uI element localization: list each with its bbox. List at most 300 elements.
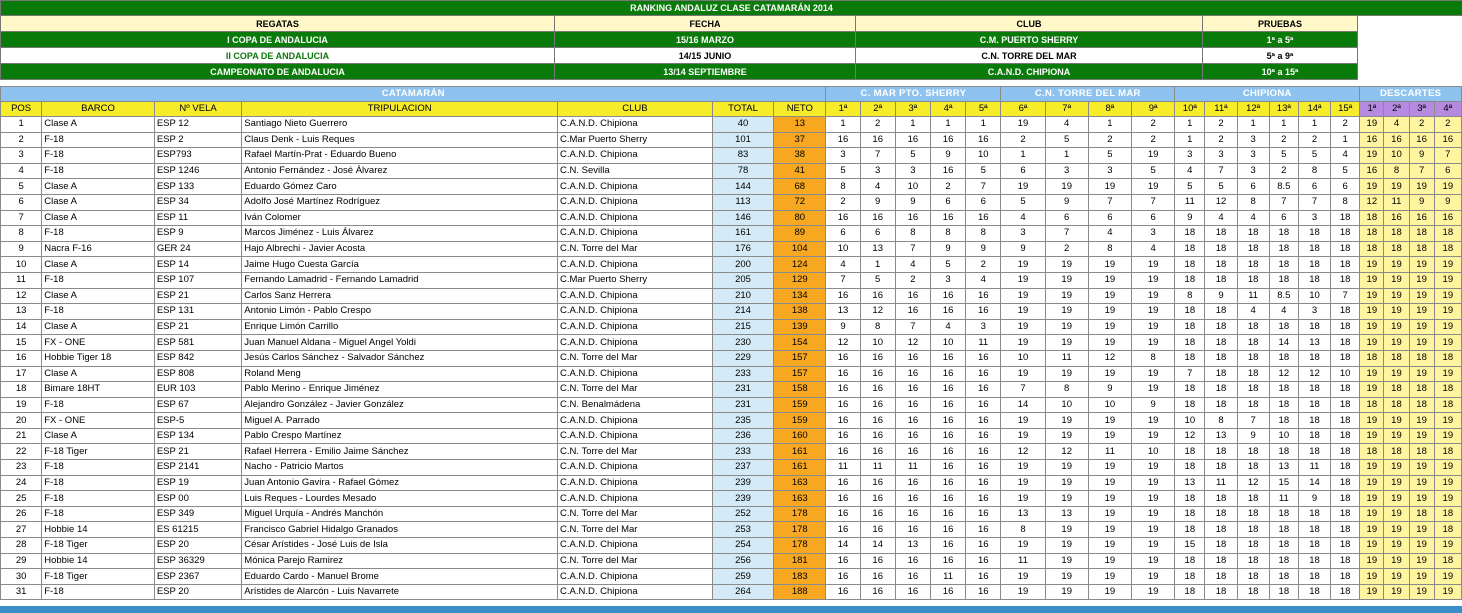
race-cell: 8	[1298, 163, 1330, 179]
total-cell: 254	[712, 538, 773, 554]
pos-cell: 7	[1, 210, 42, 226]
race-cell: 1	[895, 117, 930, 133]
col-race: 8ª	[1088, 102, 1131, 117]
race-cell: 16	[895, 366, 930, 382]
band-catamaran: CATAMARÁN	[1, 87, 826, 102]
event-row	[1, 32, 1462, 48]
barco-cell: F-18	[42, 304, 155, 320]
race-cell: 19	[1001, 272, 1045, 288]
race-cell: 9	[1298, 491, 1330, 507]
race-cell: 16	[930, 444, 965, 460]
neto-cell: 41	[774, 163, 826, 179]
barco-cell: F-18	[42, 272, 155, 288]
race-cell: 18	[1175, 553, 1205, 569]
col-race: 10ª	[1175, 102, 1205, 117]
race-cell: 18	[1237, 397, 1269, 413]
race-cell: 18	[1298, 257, 1330, 273]
club-cell: C.A.N.D. Chipiona	[558, 460, 713, 476]
race-cell: 18	[1175, 522, 1205, 538]
race-cell: 13	[895, 538, 930, 554]
descarte-cell: 19	[1360, 335, 1384, 351]
race-cell: 18	[1298, 444, 1330, 460]
race-cell: 5	[966, 163, 1001, 179]
race-cell: 8	[826, 179, 860, 195]
vela-cell: GER 24	[154, 241, 241, 257]
race-cell: 18	[1331, 382, 1360, 398]
race-cell: 18	[1205, 553, 1237, 569]
tripulacion-cell: Eduardo Gómez Caro	[242, 179, 558, 195]
neto-cell: 181	[774, 553, 826, 569]
race-cell: 16	[966, 569, 1001, 585]
descarte-cell: 19	[1409, 460, 1434, 476]
descarte-cell: 18	[1360, 350, 1384, 366]
descarte-cell: 19	[1384, 257, 1409, 273]
race-cell: 2	[1205, 117, 1237, 133]
club-cell: C.N. Torre del Mar	[558, 506, 713, 522]
race-cell: 11	[1237, 288, 1269, 304]
total-cell: 214	[712, 304, 773, 320]
descarte-cell: 19	[1384, 538, 1409, 554]
table-row	[1, 413, 1462, 429]
neto-cell: 178	[774, 522, 826, 538]
race-cell: 5	[1269, 148, 1298, 164]
event-fecha: 15/16 MARZO	[555, 32, 856, 48]
race-cell: 16	[860, 569, 895, 585]
club-cell: C.N. Benalmádena	[558, 397, 713, 413]
col-race: 11ª	[1205, 102, 1237, 117]
total-cell: 101	[712, 132, 773, 148]
race-cell: 8	[895, 226, 930, 242]
race-cell: 19	[1045, 288, 1088, 304]
descarte-cell: 19	[1360, 117, 1384, 133]
vela-cell: ESP793	[154, 148, 241, 164]
total-cell: 229	[712, 350, 773, 366]
race-cell: 18	[1205, 397, 1237, 413]
race-cell: 4	[860, 179, 895, 195]
race-cell: 4	[895, 257, 930, 273]
club-cell: C.N. Sevilla	[558, 163, 713, 179]
race-cell: 16	[966, 428, 1001, 444]
descarte-cell: 8	[1384, 163, 1409, 179]
bottom-scroll-bar[interactable]	[0, 606, 1462, 613]
race-cell: 10	[1132, 444, 1175, 460]
descarte-cell: 19	[1434, 584, 1461, 600]
race-cell: 11	[826, 460, 860, 476]
neto-cell: 80	[774, 210, 826, 226]
neto-cell: 124	[774, 257, 826, 273]
race-cell: 18	[1269, 257, 1298, 273]
race-cell: 18	[1269, 506, 1298, 522]
race-cell: 3	[1205, 148, 1237, 164]
descarte-cell: 19	[1384, 475, 1409, 491]
race-cell: 6	[860, 226, 895, 242]
event-club: C.N. TORRE DEL MAR	[856, 48, 1203, 64]
table-row	[1, 272, 1462, 288]
race-cell: 18	[1175, 257, 1205, 273]
race-cell: 16	[860, 444, 895, 460]
race-cell: 4	[1045, 117, 1088, 133]
race-cell: 19	[1045, 475, 1088, 491]
race-cell: 5	[1331, 163, 1360, 179]
race-cell: 8	[1237, 194, 1269, 210]
race-cell: 16	[860, 288, 895, 304]
descarte-cell: 16	[1360, 163, 1384, 179]
table-row	[1, 304, 1462, 320]
barco-cell: Nacra F-16	[42, 241, 155, 257]
club-cell: C.A.N.D. Chipiona	[558, 491, 713, 507]
descarte-cell: 19	[1384, 319, 1409, 335]
pos-cell: 16	[1, 350, 42, 366]
race-cell: 11	[860, 460, 895, 476]
race-cell: 13	[1205, 428, 1237, 444]
descarte-cell: 19	[1360, 366, 1384, 382]
race-cell: 11	[1205, 475, 1237, 491]
club-cell: C.A.N.D. Chipiona	[558, 366, 713, 382]
race-cell: 10	[1298, 288, 1330, 304]
race-cell: 18	[1331, 584, 1360, 600]
race-cell: 18	[1205, 584, 1237, 600]
section-band-row	[1, 87, 1462, 102]
race-cell: 19	[1001, 428, 1045, 444]
race-cell: 4	[1132, 241, 1175, 257]
race-cell: 16	[826, 413, 860, 429]
table-row	[1, 241, 1462, 257]
race-cell: 19	[1088, 257, 1131, 273]
race-cell: 6	[966, 194, 1001, 210]
descarte-cell: 16	[1409, 210, 1434, 226]
club-header: CLUB	[856, 16, 1203, 32]
race-cell: 16	[966, 350, 1001, 366]
race-cell: 7	[1045, 226, 1088, 242]
total-cell: 230	[712, 335, 773, 351]
race-cell: 19	[1132, 506, 1175, 522]
vela-cell: ESP 131	[154, 304, 241, 320]
descarte-cell: 19	[1384, 335, 1409, 351]
descarte-cell: 18	[1409, 226, 1434, 242]
race-cell: 18	[1205, 491, 1237, 507]
barco-cell: FX - ONE	[42, 335, 155, 351]
race-cell: 15	[1269, 475, 1298, 491]
race-cell: 13	[826, 304, 860, 320]
race-cell: 16	[826, 210, 860, 226]
club-cell: C.A.N.D. Chipiona	[558, 569, 713, 585]
tripulacion-cell: Carlos Sanz Herrera	[242, 288, 558, 304]
descarte-cell: 16	[1384, 132, 1409, 148]
descarte-cell: 9	[1434, 194, 1461, 210]
tripulacion-cell: Adolfo José Martínez Rodríguez	[242, 194, 558, 210]
club-cell: C.N. Torre del Mar	[558, 522, 713, 538]
neto-cell: 158	[774, 382, 826, 398]
total-cell: 78	[712, 163, 773, 179]
descarte-cell: 19	[1360, 413, 1384, 429]
total-cell: 235	[712, 413, 773, 429]
pos-cell: 6	[1, 194, 42, 210]
descarte-cell: 18	[1384, 226, 1409, 242]
race-cell: 6	[1088, 210, 1131, 226]
race-cell: 3	[1237, 163, 1269, 179]
race-cell: 19	[1045, 413, 1088, 429]
race-cell: 16	[826, 288, 860, 304]
race-cell: 1	[1088, 117, 1131, 133]
race-cell: 18	[1298, 413, 1330, 429]
blank-cell	[1358, 32, 1462, 48]
club-cell: C.A.N.D. Chipiona	[558, 335, 713, 351]
descarte-cell: 19	[1360, 148, 1384, 164]
neto-cell: 183	[774, 569, 826, 585]
descarte-cell: 19	[1434, 288, 1461, 304]
race-cell: 16	[930, 413, 965, 429]
race-cell: 16	[860, 475, 895, 491]
event-pruebas: 10ª a 15ª	[1203, 64, 1358, 80]
race-cell: 13	[1298, 335, 1330, 351]
race-cell: 1	[1175, 117, 1205, 133]
race-cell: 16	[860, 491, 895, 507]
barco-cell: Clase A	[42, 117, 155, 133]
descarte-cell: 19	[1409, 288, 1434, 304]
race-cell: 9	[966, 241, 1001, 257]
race-cell: 16	[930, 163, 965, 179]
race-cell: 3	[895, 163, 930, 179]
race-cell: 10	[1045, 397, 1088, 413]
race-cell: 5	[1175, 179, 1205, 195]
race-cell: 16	[966, 397, 1001, 413]
race-cell: 19	[1088, 288, 1131, 304]
barco-cell: F-18	[42, 475, 155, 491]
neto-cell: 38	[774, 148, 826, 164]
race-cell: 18	[1175, 272, 1205, 288]
descarte-cell: 18	[1434, 522, 1461, 538]
race-cell: 19	[1088, 506, 1131, 522]
race-cell: 16	[895, 132, 930, 148]
race-cell: 19	[1132, 304, 1175, 320]
descarte-cell: 19	[1434, 272, 1461, 288]
descarte-cell: 18	[1434, 226, 1461, 242]
descarte-cell: 18	[1384, 382, 1409, 398]
pos-cell: 17	[1, 366, 42, 382]
table-row	[1, 194, 1462, 210]
tripulacion-cell: Alejandro González - Javier González	[242, 397, 558, 413]
table-row	[1, 506, 1462, 522]
race-cell: 11	[930, 569, 965, 585]
race-cell: 19	[1088, 584, 1131, 600]
event-club: C.A.N.D. CHIPIONA	[856, 64, 1203, 80]
race-cell: 16	[930, 366, 965, 382]
race-cell: 18	[1298, 553, 1330, 569]
total-cell: 264	[712, 584, 773, 600]
descarte-cell: 9	[1409, 148, 1434, 164]
race-cell: 19	[1045, 304, 1088, 320]
race-cell: 16	[966, 444, 1001, 460]
race-cell: 16	[826, 506, 860, 522]
col-race: 9ª	[1132, 102, 1175, 117]
race-cell: 18	[1331, 335, 1360, 351]
race-cell: 16	[860, 413, 895, 429]
descarte-cell: 19	[1384, 569, 1409, 585]
race-cell: 19	[1088, 304, 1131, 320]
event-regata: CAMPEONATO DE ANDALUCIA	[1, 64, 555, 80]
race-cell: 2	[1132, 117, 1175, 133]
club-cell: C.N. Torre del Mar	[558, 382, 713, 398]
neto-cell: 161	[774, 444, 826, 460]
vela-cell: ESP 21	[154, 288, 241, 304]
race-cell: 18	[1331, 538, 1360, 554]
total-cell: 239	[712, 475, 773, 491]
descarte-cell: 18	[1434, 241, 1461, 257]
race-cell: 18	[1298, 241, 1330, 257]
race-cell: 18	[1298, 538, 1330, 554]
race-cell: 18	[1269, 272, 1298, 288]
race-cell: 10	[1175, 413, 1205, 429]
table-row	[1, 569, 1462, 585]
descarte-cell: 19	[1360, 538, 1384, 554]
barco-cell: F-18	[42, 148, 155, 164]
tripulacion-cell: Enrique Limón Carrillo	[242, 319, 558, 335]
race-cell: 18	[1175, 397, 1205, 413]
vela-cell: ESP 2141	[154, 460, 241, 476]
race-cell: 18	[1298, 397, 1330, 413]
descarte-cell: 19	[1360, 475, 1384, 491]
club-cell: C.A.N.D. Chipiona	[558, 475, 713, 491]
barco-cell: F-18	[42, 584, 155, 600]
race-cell: 2	[895, 272, 930, 288]
race-cell: 18	[1175, 382, 1205, 398]
race-cell: 18	[1331, 413, 1360, 429]
race-cell: 18	[1298, 522, 1330, 538]
race-cell: 8.5	[1269, 288, 1298, 304]
race-cell: 6	[1237, 179, 1269, 195]
race-cell: 8	[1175, 288, 1205, 304]
race-cell: 12	[895, 335, 930, 351]
race-cell: 16	[930, 538, 965, 554]
descarte-cell: 19	[1360, 272, 1384, 288]
tripulacion-cell: Rafael Martín-Prat - Eduardo Bueno	[242, 148, 558, 164]
descarte-cell: 19	[1409, 538, 1434, 554]
descarte-cell: 19	[1384, 272, 1409, 288]
descarte-cell: 19	[1384, 553, 1409, 569]
col-race: 3ª	[895, 102, 930, 117]
tripulacion-cell: Santiago Nieto Guerrero	[242, 117, 558, 133]
total-cell: 210	[712, 288, 773, 304]
race-cell: 16	[860, 522, 895, 538]
col-total: TOTAL	[712, 102, 773, 117]
pos-cell: 21	[1, 428, 42, 444]
total-cell: 113	[712, 194, 773, 210]
descarte-cell: 19	[1360, 179, 1384, 195]
tripulacion-cell: César Arístides - José Luis de Isla	[242, 538, 558, 554]
race-cell: 18	[1237, 538, 1269, 554]
race-cell: 18	[1298, 428, 1330, 444]
race-cell: 7	[895, 319, 930, 335]
race-cell: 19	[1045, 366, 1088, 382]
col-descarte: 2ª	[1384, 102, 1409, 117]
descarte-cell: 18	[1434, 553, 1461, 569]
pos-cell: 18	[1, 382, 42, 398]
race-cell: 19	[1088, 460, 1131, 476]
descarte-cell: 19	[1409, 304, 1434, 320]
race-cell: 19	[1001, 179, 1045, 195]
col-race: 14ª	[1298, 102, 1330, 117]
descarte-cell: 19	[1360, 288, 1384, 304]
race-cell: 3	[1088, 163, 1131, 179]
descarte-cell: 18	[1434, 397, 1461, 413]
race-cell: 19	[1001, 257, 1045, 273]
race-cell: 16	[930, 428, 965, 444]
race-cell: 18	[1175, 226, 1205, 242]
race-cell: 6	[1331, 179, 1360, 195]
descarte-cell: 19	[1434, 475, 1461, 491]
race-cell: 18	[1175, 584, 1205, 600]
descarte-cell: 18	[1409, 350, 1434, 366]
vela-cell: ESP-5	[154, 413, 241, 429]
event-club: C.M. PUERTO SHERRY	[856, 32, 1203, 48]
club-cell: C.A.N.D. Chipiona	[558, 148, 713, 164]
descarte-cell: 19	[1409, 553, 1434, 569]
descarte-cell: 19	[1434, 413, 1461, 429]
race-cell: 16	[930, 460, 965, 476]
race-cell: 11	[1001, 553, 1045, 569]
tripulacion-cell: Roland Meng	[242, 366, 558, 382]
neto-cell: 161	[774, 460, 826, 476]
race-cell: 12	[1045, 444, 1088, 460]
race-cell: 7	[1331, 288, 1360, 304]
race-cell: 7	[1175, 366, 1205, 382]
vela-cell: ESP 21	[154, 444, 241, 460]
race-cell: 19	[1088, 335, 1131, 351]
race-cell: 18	[1331, 553, 1360, 569]
race-cell: 16	[966, 522, 1001, 538]
event-pruebas: 1ª a 5ª	[1203, 32, 1358, 48]
race-cell: 18	[1237, 382, 1269, 398]
race-cell: 9	[826, 319, 860, 335]
neto-cell: 178	[774, 538, 826, 554]
descarte-cell: 19	[1434, 460, 1461, 476]
race-cell: 16	[895, 304, 930, 320]
race-cell: 18	[1237, 553, 1269, 569]
total-cell: 253	[712, 522, 773, 538]
descarte-cell: 19	[1434, 304, 1461, 320]
event-pruebas: 5ª a 9ª	[1203, 48, 1358, 64]
race-cell: 3	[1237, 148, 1269, 164]
race-cell: 2	[966, 257, 1001, 273]
race-cell: 19	[1132, 272, 1175, 288]
col-club: CLUB	[558, 102, 713, 117]
descarte-cell: 19	[1384, 522, 1409, 538]
vela-cell: EUR 103	[154, 382, 241, 398]
race-cell: 3	[966, 319, 1001, 335]
descarte-cell: 19	[1360, 569, 1384, 585]
race-cell: 18	[1205, 522, 1237, 538]
vela-cell: ESP 67	[154, 397, 241, 413]
pos-cell: 9	[1, 241, 42, 257]
race-cell: 18	[1298, 584, 1330, 600]
race-cell: 16	[966, 491, 1001, 507]
race-cell: 12	[1175, 428, 1205, 444]
race-cell: 13	[1045, 506, 1088, 522]
race-cell: 16	[895, 475, 930, 491]
race-cell: 16	[826, 584, 860, 600]
descarte-cell: 18	[1434, 444, 1461, 460]
race-cell: 14	[826, 538, 860, 554]
table-row	[1, 257, 1462, 273]
band-sherry: C. MAR PTO. SHERRY	[826, 87, 1001, 102]
race-cell: 19	[1132, 319, 1175, 335]
race-cell: 2	[860, 117, 895, 133]
race-cell: 18	[1331, 241, 1360, 257]
neto-cell: 37	[774, 132, 826, 148]
race-cell: 1	[1298, 117, 1330, 133]
descarte-cell: 18	[1384, 397, 1409, 413]
table-row	[1, 444, 1462, 460]
